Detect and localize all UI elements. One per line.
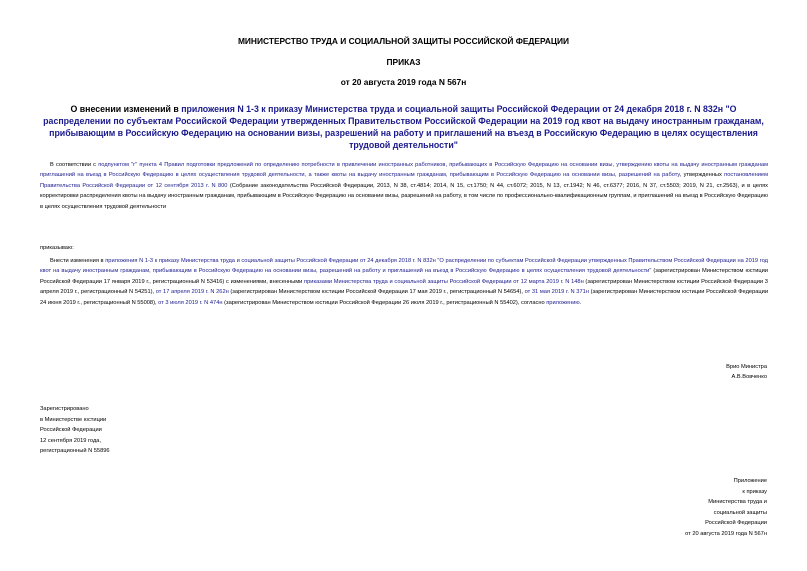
order-text-5: (зарегистрирован Министерством юстиции Российской Федерации 24 июня 2019 г., регистрационный N 55008), xyxy=(40,289,769,306)
preamble-text-3: (Собрание законодательства Российской Федерации, 2013, N 38, ст.4814; 2014, N 15, ст.1750; N 44, ст.6072; 2015, N 13, ст.1942; N 46, ст.6377; 2016, N 37, ст.5503; 2019, N 21, ст.2563), и в целях корректировки распределения квоты на выдачу иностранным гражданам, прибывающим в Российскую Федерацию на основании визы, разрешений на работу, в том числе по профессионально-квалификационным группам, и приглашений на въезд в Российскую Федерацию в целях осуществления трудовой деятельности xyxy=(40,182,768,210)
order-paragraph xyxy=(40,256,768,308)
appendix-line-2: к приказу xyxy=(742,489,767,495)
order-text-2: (зарегистрирован Министерством юстиции Российской Федерации 17 января 2019 г., регистрационный N 53416) с изменениями, внесенными xyxy=(40,268,768,285)
document-title xyxy=(40,103,767,151)
signature-position: Врио Министра xyxy=(726,364,767,370)
preamble-link-rules[interactable]: подпунктом "г" пункта 4 Правил подготовки предложений по определению потребности в привлечении иностранных работников, прибывающих в Российскую Федерацию на основании визы, утверждению квоты на выдачу иностранным гражданам приглашений на въезд в Российскую Федерацию в целях осуществления трудовой деятельности, а также квоты на выдачу иностранным гражданам, прибывающим в Российскую Федерацию на основании визы, разрешений на работу xyxy=(40,162,768,179)
preamble-link-resolution[interactable]: постановлением Правительства Российской Федерации от 12 сентября 2013 г. N 800 xyxy=(40,172,768,189)
document-type: ПРИКАЗ xyxy=(386,57,421,67)
order-text-7: . xyxy=(579,299,582,306)
appendix-line-6: от 20 августа 2019 года N 567н xyxy=(685,531,767,537)
order-word: приказываю: xyxy=(40,245,74,251)
registration-line-1: Зарегистрировано xyxy=(40,406,89,412)
order-link-may[interactable]: от 31 мая 2019 г. N 371н xyxy=(524,289,589,296)
order-text-3: (зарегистрирован Министерством юстиции Российской Федерации 3 апреля 2019 г., регистрационный N 54251), xyxy=(40,278,768,296)
signature-name: А.В.Вовченко xyxy=(731,374,767,380)
appendix-line-3: Министерства труда и xyxy=(708,499,767,505)
order-link-orders[interactable]: приказами Министерства труда и социальной защиты Российской Федерации от 12 марта 2019 г. N 148н xyxy=(304,278,584,285)
preamble-text-1: В соответствии с xyxy=(50,162,99,168)
registration-line-4: 12 сентября 2019 года, xyxy=(40,438,102,444)
title-link[interactable]: приложения N 1-3 к приказу Министерства труда и социальной защиты Российской Федерации от 24 декабря 2018 г. N 832н "О распределении по субъектам Российской Федерации утвержденных Правительством Российской Федерации на 2019 год квот на выдачу иностранным гражданам, прибывающим в Российскую Федерацию на основании визы, разрешений на работу и приглашений на въезд в Российскую Федерацию в целях осуществления трудовой деятельности" xyxy=(43,104,764,150)
order-text-6: (зарегистрирован Министерством юстиции Российской Федерации 26 июля 2019 г., регистрационный N 55402), согласно xyxy=(222,299,547,306)
registration-line-5: регистрационный N 55896 xyxy=(40,448,110,454)
ministry-heading: МИНИСТЕРСТВО ТРУДА И СОЦИАЛЬНОЙ ЗАЩИТЫ РОССИЙСКОЙ ФЕДЕРАЦИИ xyxy=(237,36,570,46)
title-prefix: О внесении изменений в xyxy=(70,104,182,114)
order-link-july[interactable]: от 3 июля 2019 г. N 474н xyxy=(158,299,223,306)
registration-line-3: Российской Федерации xyxy=(40,427,102,433)
preamble-paragraph xyxy=(40,160,768,212)
order-link-appendices[interactable]: приложения N 1-3 к приказу Министерства труда и социальной защиты Российской Федерации от 24 декабря 2018 г. N 832н "О распределении по субъектам Российской Федерации утвержденных Правительством Российской Федерации на 2019 год квот на выдачу иностранным гражданам, прибывающим в Российскую Федерацию на основании визы, разрешений на работу и приглашений на въезд в Российскую Федерацию в целях осуществления трудовой деятельности" xyxy=(40,258,768,275)
document-date-number: от 20 августа 2019 года N 567н xyxy=(340,77,467,87)
order-link-april[interactable]: от 17 апреля 2019 г. N 262н xyxy=(155,289,229,296)
preamble-text-2: , утвержденных xyxy=(679,172,725,179)
order-text-1: Внести изменения в xyxy=(50,258,106,264)
appendix-line-5: Российской Федерации xyxy=(705,520,767,526)
order-text-4: (зарегистрирован Министерством юстиции Российской Федерации 17 мая 2019 г., регистрационный N 54654), xyxy=(228,289,525,296)
appendix-line-1: Приложение xyxy=(733,478,767,484)
appendix-line-4: социальной защиты xyxy=(713,510,767,516)
registration-line-2: в Министерстве юстиции xyxy=(40,417,107,423)
order-link-appendix[interactable]: приложению xyxy=(546,299,580,306)
